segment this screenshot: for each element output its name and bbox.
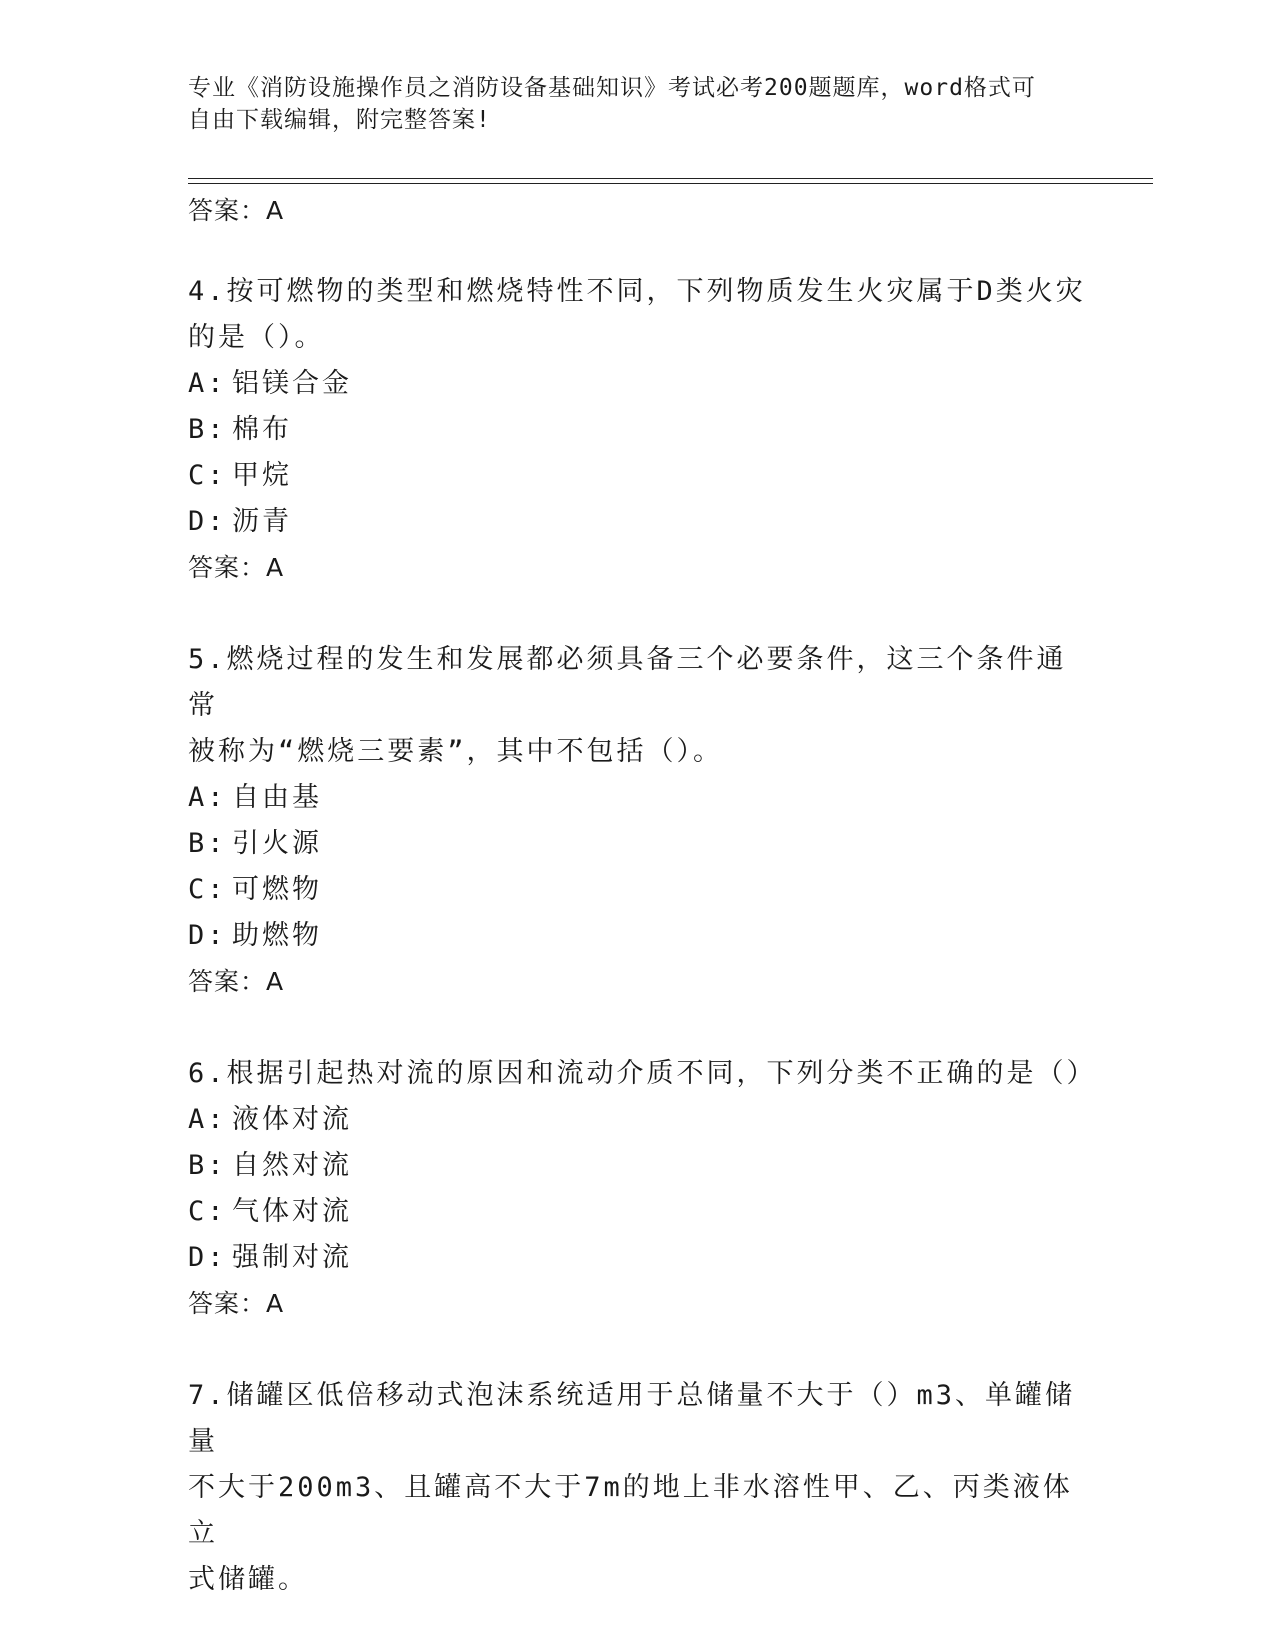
spacer <box>188 1327 1088 1373</box>
header-line-2: 自由下载编辑，附完整答案! <box>188 107 491 133</box>
option-b <box>188 1143 1088 1189</box>
option-b <box>188 821 1088 867</box>
option-c <box>188 453 1088 499</box>
option-a <box>188 361 1088 407</box>
question-6 <box>188 1051 1097 1327</box>
option-key: C: <box>188 1196 227 1227</box>
question-stem <box>188 1051 1097 1097</box>
option-key: C: <box>188 874 227 905</box>
question-stem <box>188 269 1088 361</box>
option-key: A: <box>188 782 227 813</box>
option-key: B: <box>188 414 227 445</box>
stem-line: 5.燃烧过程的发生和发展都必须具备三个必要条件，这三个条件通常 <box>188 644 1067 721</box>
option-key: A: <box>188 1104 227 1135</box>
spacer <box>188 234 1088 269</box>
answer-line: 答案：A <box>188 553 285 582</box>
header-line-1: 专业《消防设施操作员之消防设备基础知识》考试必考200题题库，word格式可 <box>188 75 1036 101</box>
stem-line: 4.按可燃物的类型和燃烧特性不同，下列物质发生火灾属于D类火灾 <box>188 276 1086 307</box>
stem-line: 的是（）。 <box>188 322 325 353</box>
option-key: B: <box>188 828 227 859</box>
option-text: 助燃物 <box>232 920 322 951</box>
option-a <box>188 775 1088 821</box>
question-4 <box>188 269 1088 591</box>
option-text: 自由基 <box>232 782 322 813</box>
option-key: C: <box>188 460 227 491</box>
option-d <box>188 913 1088 959</box>
option-c <box>188 867 1088 913</box>
stem-line: 6.根据引起热对流的原因和流动介质不同，下列分类不正确的是（） <box>188 1058 1097 1089</box>
option-b <box>188 407 1088 453</box>
option-c <box>188 1189 1088 1235</box>
option-text: 棉布 <box>232 414 292 445</box>
option-text: 液体对流 <box>232 1104 352 1135</box>
answer-line: 答案：A <box>188 196 285 225</box>
stem-line: 7.储罐区低倍移动式泡沫系统适用于总储量不大于（）m3、单罐储量 <box>188 1380 1076 1457</box>
option-d <box>188 499 1088 545</box>
spacer <box>188 1005 1088 1051</box>
option-text: 气体对流 <box>232 1196 352 1227</box>
question-stem <box>188 1373 1088 1603</box>
document-header <box>188 72 1088 136</box>
option-text: 自然对流 <box>232 1150 352 1181</box>
option-text: 可燃物 <box>232 874 322 905</box>
stem-line: 不大于200m3、且罐高不大于7m的地上非水溶性甲、乙、丙类液体立 <box>188 1472 1073 1549</box>
option-key: D: <box>188 1242 227 1273</box>
spacer <box>188 591 1088 637</box>
option-key: B: <box>188 1150 227 1181</box>
option-text: 强制对流 <box>232 1242 352 1273</box>
stem-line: 式储罐。 <box>188 1564 308 1595</box>
answer-line: 答案：A <box>188 967 285 996</box>
header-divider-top <box>188 178 1153 179</box>
question-stem <box>188 637 1088 775</box>
answer-line: 答案：A <box>188 1289 285 1318</box>
option-text: 甲烷 <box>232 460 292 491</box>
question-5 <box>188 637 1088 1005</box>
header-divider-bottom <box>188 183 1153 184</box>
option-d <box>188 1235 1088 1281</box>
question-7 <box>188 1373 1088 1603</box>
option-key: D: <box>188 506 227 537</box>
stem-line: 被称为“燃烧三要素”，其中不包括（）。 <box>188 736 724 767</box>
option-key: A: <box>188 368 227 399</box>
option-text: 沥青 <box>232 506 292 537</box>
question-list <box>188 188 1097 1603</box>
option-a <box>188 1097 1088 1143</box>
option-text: 引火源 <box>232 828 322 859</box>
option-text: 铝镁合金 <box>232 368 352 399</box>
option-key: D: <box>188 920 227 951</box>
